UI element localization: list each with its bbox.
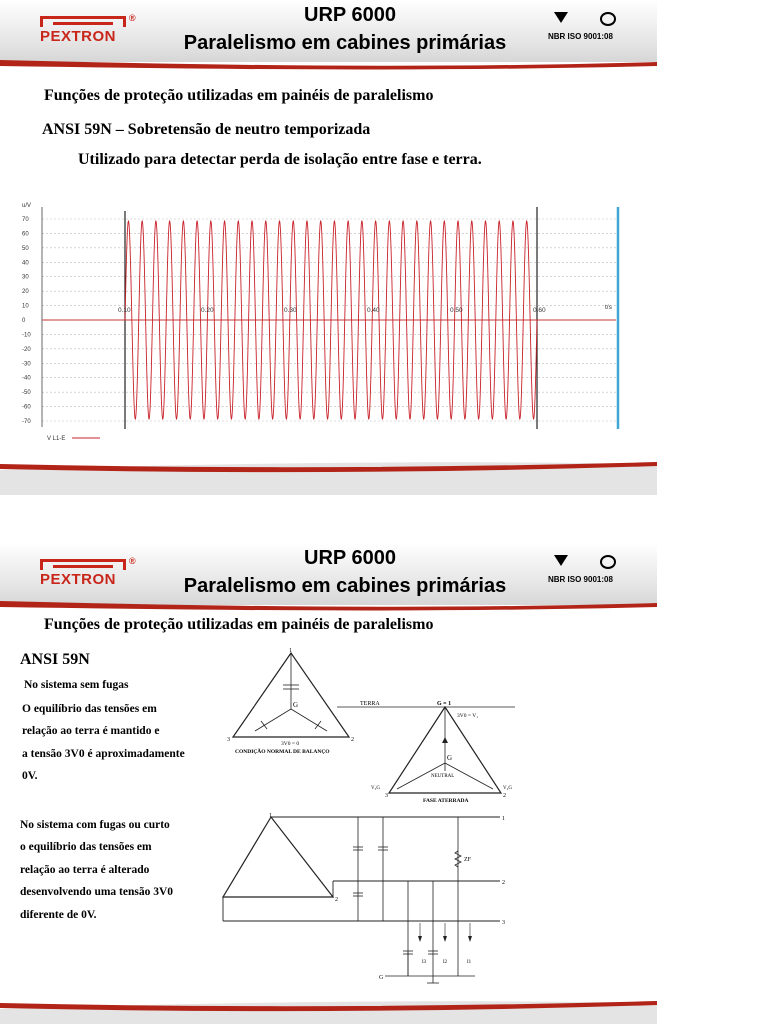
certification-badge: NBR ISO 9001:08 [548, 12, 628, 48]
iso-seal-icon [600, 12, 616, 26]
legend-label: V L1-E [47, 436, 66, 442]
certification-badge: NBR ISO 9001:08 [548, 555, 628, 591]
voltage-waveform-chart [20, 199, 620, 452]
note-line: 0V. [22, 770, 38, 782]
note-line: O equilíbrio das tensões em [22, 703, 157, 715]
note-line: o equilíbrio das tensões em [20, 841, 152, 853]
svg-text:CONDIÇÃO NORMAL DE BALANÇO: CONDIÇÃO NORMAL DE BALANÇO [235, 749, 330, 755]
note-line: diferente de 0V. [20, 909, 97, 921]
iso-seal-icon [600, 555, 616, 569]
y-tick-label: -40 [22, 375, 31, 382]
svg-text:3V0 = V₁: 3V0 = V₁ [457, 713, 479, 719]
header-subtitle: Paralelismo em cabines primárias [183, 32, 507, 54]
svg-text:G: G [379, 975, 384, 981]
x-tick-label: 0.50 [450, 307, 463, 314]
x-tick-label: 0.40 [367, 307, 380, 314]
svg-text:I1: I1 [467, 960, 472, 965]
x-tick-label: 0.20 [201, 307, 214, 314]
check-icon [554, 12, 568, 23]
svg-text:G: G [293, 701, 299, 709]
svg-text:2: 2 [503, 793, 506, 799]
svg-text:1: 1 [269, 813, 272, 819]
section-heading: Funções de proteção utilizadas em painéis de paralelismo [44, 616, 434, 633]
y-tick-label: -30 [22, 361, 31, 368]
pextron-logo: ® PEXTRON [40, 13, 136, 45]
svg-text:I3: I3 [422, 960, 427, 965]
function-title: ANSI 59N – Sobretensão de neutro temporizada [42, 121, 371, 138]
y-tick-label: 30 [22, 274, 29, 281]
y-tick-label: -60 [22, 404, 31, 411]
header-swoosh [0, 597, 657, 613]
y-tick-label: -50 [22, 390, 31, 397]
header-title: URP 6000 [304, 4, 396, 26]
svg-text:3: 3 [502, 920, 505, 926]
y-tick-label: 70 [22, 217, 29, 223]
y-tick-label: 40 [22, 260, 29, 267]
footer-swoosh [0, 999, 657, 1024]
note-line: desenvolvendo uma tensão 3V0 [20, 886, 174, 898]
header-subtitle: Paralelismo em cabines primárias [183, 575, 507, 597]
pextron-logo: ® PEXTRON [40, 556, 136, 588]
balanced-fault-diagram [225, 643, 525, 813]
svg-text:2: 2 [335, 897, 338, 903]
svg-text:V₂G: V₂G [503, 786, 512, 791]
function-description: Utilizado para detectar perda de isolação entre fase e terra. [78, 151, 482, 168]
svg-text:2: 2 [502, 880, 505, 886]
slide-2 [0, 543, 657, 1024]
svg-text:2: 2 [351, 737, 354, 743]
svg-text:G = 1: G = 1 [437, 701, 452, 707]
y-unit-label: u/V [22, 203, 32, 209]
x-unit-label: t/s [605, 304, 612, 311]
svg-text:1: 1 [289, 648, 292, 654]
x-tick-label: 0.60 [533, 307, 546, 314]
note-line: relação ao terra é alterado [20, 864, 150, 876]
check-icon [554, 555, 568, 566]
footer-swoosh [0, 460, 657, 495]
svg-text:TERRA: TERRA [360, 701, 380, 707]
y-tick-label: 50 [22, 245, 29, 252]
header-swoosh [0, 56, 657, 72]
svg-text:1: 1 [502, 816, 505, 822]
header-title: URP 6000 [304, 547, 396, 569]
note-line: relação ao terra é mantido e [22, 725, 160, 737]
section-heading: Funções de proteção utilizadas em painéis de paralelismo [44, 87, 434, 104]
y-tick-label: -10 [22, 332, 31, 339]
slide-header [0, 0, 657, 62]
svg-text:I2: I2 [443, 960, 448, 965]
svg-text:FASE ATERRADA: FASE ATERRADA [423, 798, 469, 804]
slide-1 [0, 0, 657, 495]
svg-text:G: G [447, 754, 453, 762]
ansi-title: ANSI 59N [20, 651, 90, 668]
y-tick-label: -70 [22, 419, 31, 425]
svg-text:3: 3 [227, 737, 230, 743]
y-tick-label: 20 [22, 289, 29, 296]
svg-text:NEUTRAL: NEUTRAL [431, 774, 455, 779]
note-line: No sistema sem fugas [24, 679, 129, 691]
x-tick-label: 0.30 [284, 307, 297, 314]
y-tick-label: -20 [22, 346, 31, 353]
y-tick-label: 60 [22, 231, 29, 238]
ground-fault-circuit-diagram [215, 811, 515, 991]
svg-text:ZF: ZF [464, 857, 472, 863]
y-tick-label: 10 [22, 303, 29, 310]
note-line: No sistema com fugas ou curto [20, 819, 170, 831]
note-line: a tensão 3V0 é aproximadamente [22, 748, 185, 760]
svg-text:3: 3 [385, 793, 388, 799]
x-tick-label: 0.10 [118, 307, 131, 314]
y-tick-label: 0 [22, 318, 26, 324]
svg-text:3V0 = 0: 3V0 = 0 [281, 741, 300, 747]
slide-header [0, 543, 657, 605]
svg-text:V₃G: V₃G [371, 786, 380, 791]
